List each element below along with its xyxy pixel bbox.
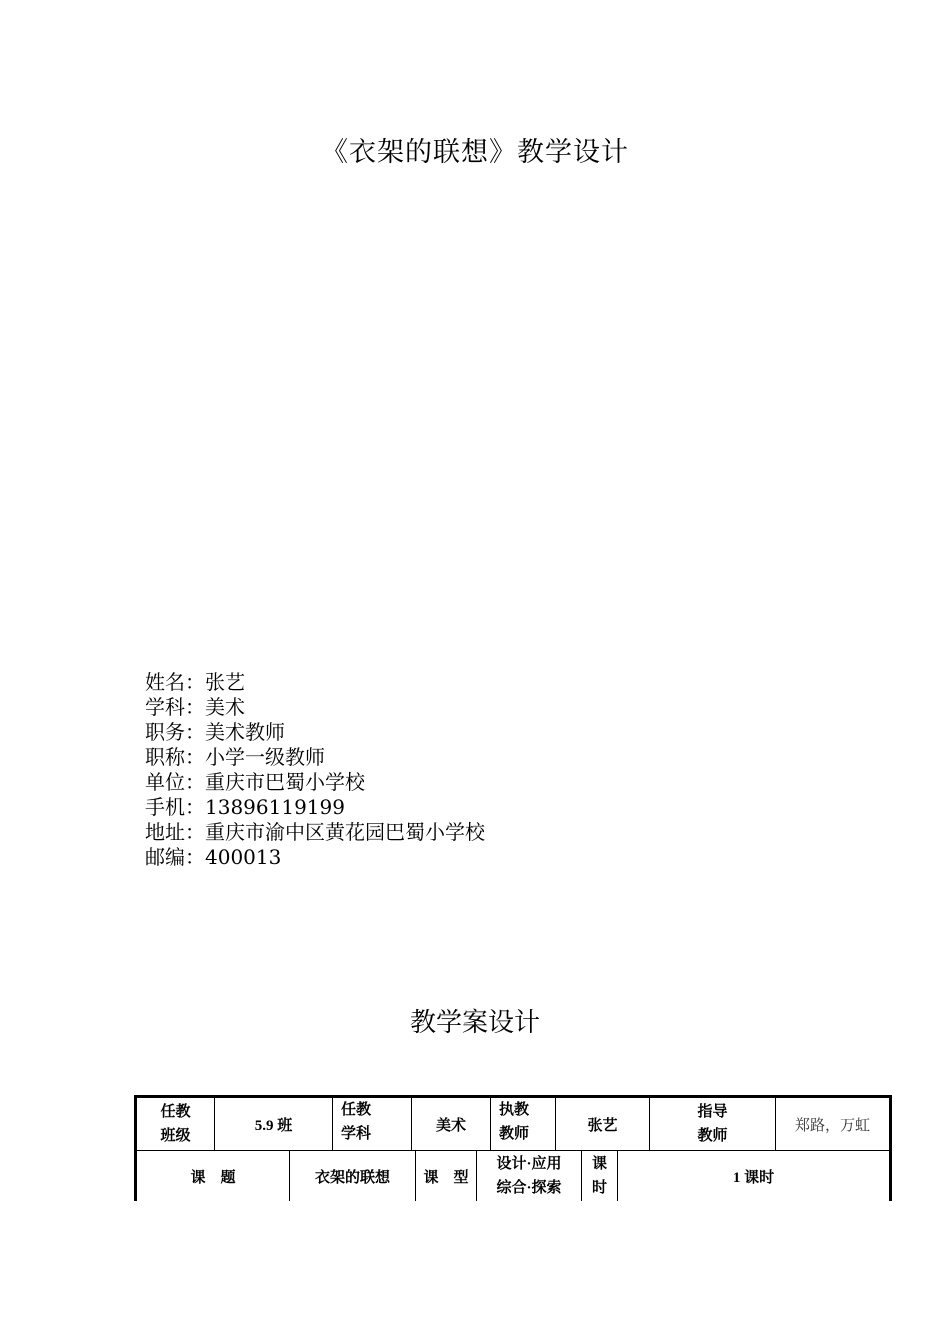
info-label: 单位： [145, 770, 205, 794]
info-position [145, 720, 485, 745]
type-value-cell [477, 1151, 582, 1201]
cell-text: 教师 [697, 1128, 728, 1144]
info-value: 美术教师 [205, 720, 285, 744]
section-title: 教学案设计 [409, 1008, 540, 1038]
table-row [137, 1151, 889, 1201]
cell-text: 郑路，万虹 [794, 1117, 870, 1134]
cell-text: 张艺 [587, 1117, 618, 1134]
cell-text: 1 课时 [732, 1169, 775, 1186]
advisor-value-cell [776, 1098, 889, 1150]
hours-label-cell [582, 1151, 618, 1201]
subject-value-cell [412, 1098, 491, 1150]
cell-text: 课 题 [190, 1169, 236, 1186]
subject-label-cell [333, 1098, 412, 1150]
class-label-cell [137, 1098, 215, 1150]
info-label: 姓名： [145, 670, 205, 694]
topic-value-cell [290, 1151, 416, 1201]
cell-text: 学科 [341, 1126, 372, 1142]
info-phone [145, 795, 485, 820]
info-value: 400013 [205, 845, 282, 869]
document-title: 《衣架的联想》教学设计 [321, 137, 629, 168]
cell-text: 课 [591, 1156, 607, 1172]
cell-text: 课 型 [423, 1169, 469, 1186]
hours-value-cell [618, 1151, 889, 1201]
cell-text: 5.9 班 [254, 1117, 293, 1134]
info-address [145, 820, 485, 845]
class-value-cell [215, 1098, 333, 1150]
info-label: 学科： [145, 695, 205, 719]
info-value: 重庆市渝中区黄花园巴蜀小学校 [205, 820, 485, 844]
info-label: 手机： [145, 795, 205, 819]
cell-text: 综合·探索 [496, 1180, 562, 1196]
table-row [137, 1098, 889, 1151]
info-value: 小学一级教师 [205, 745, 325, 769]
advisor-label-cell [650, 1098, 776, 1150]
info-postcode [145, 845, 485, 870]
cell-text: 美术 [435, 1117, 466, 1134]
info-value: 13896119199 [205, 795, 345, 819]
info-label: 职务： [145, 720, 205, 744]
info-value: 重庆市巴蜀小学校 [205, 770, 365, 794]
info-value: 张艺 [205, 670, 245, 694]
topic-label-cell [137, 1151, 290, 1201]
info-name [145, 670, 485, 695]
cell-text: 指导 [697, 1104, 728, 1120]
cell-text: 教师 [499, 1126, 530, 1142]
cell-text: 设计·应用 [496, 1156, 562, 1172]
teacher-label-cell [491, 1098, 556, 1150]
cell-text: 衣架的联想 [314, 1169, 390, 1186]
info-rank [145, 745, 485, 770]
info-organization [145, 770, 485, 795]
author-info [145, 670, 485, 870]
type-label-cell [416, 1151, 477, 1201]
cell-text: 执教 [499, 1102, 530, 1118]
info-label: 邮编： [145, 845, 205, 869]
cell-text: 任教 [341, 1102, 372, 1118]
cell-text: 时 [591, 1180, 607, 1196]
cell-text: 任教 [160, 1104, 191, 1120]
info-subject [145, 695, 485, 720]
lesson-table [134, 1095, 892, 1201]
teacher-value-cell [556, 1098, 650, 1150]
info-label: 职称： [145, 745, 205, 769]
cell-text: 班级 [160, 1128, 191, 1144]
info-value: 美术 [205, 695, 245, 719]
info-label: 地址： [145, 820, 205, 844]
